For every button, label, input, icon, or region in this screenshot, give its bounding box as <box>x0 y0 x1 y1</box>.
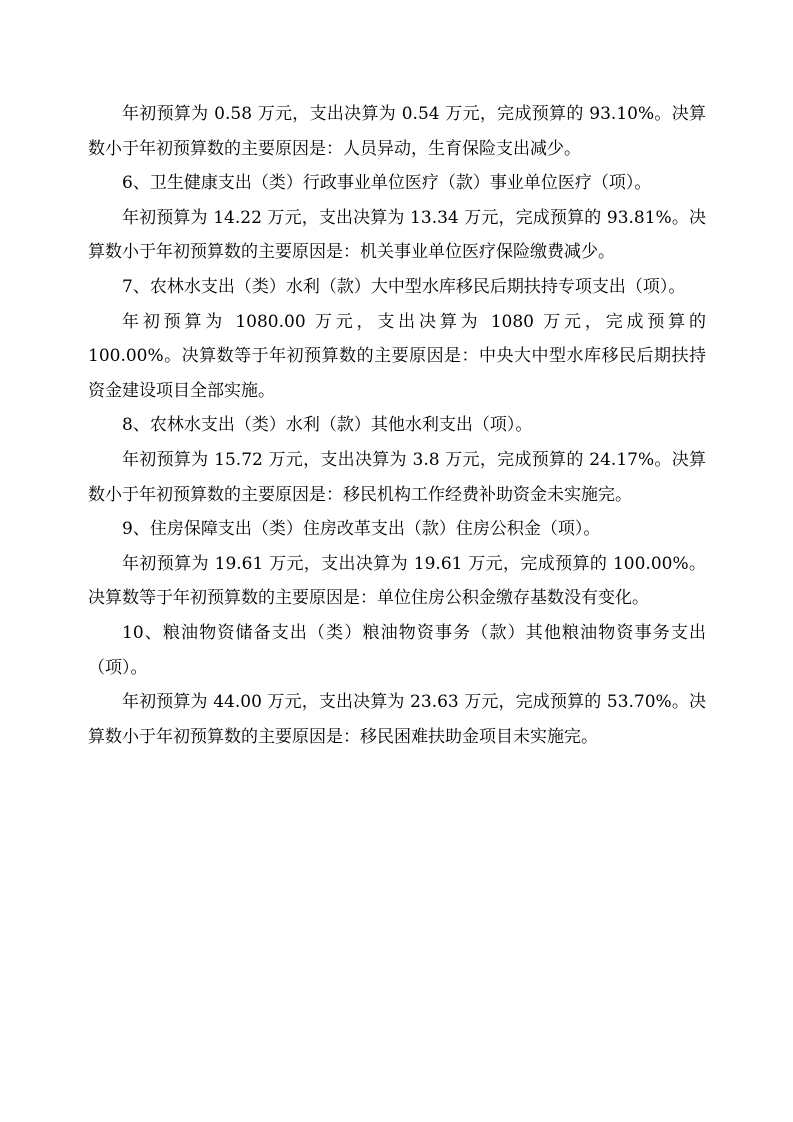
budget-detail-paragraph: 年初预算为 44.00 万元，支出决算为 23.63 万元，完成预算的 53.70%。决算数小于年初预算数的主要原因是：移民困难扶助金项目未实施完。 <box>88 692 706 747</box>
item-heading-10: 10、粮油物资储备支出（类）粮油物资事务（款）其他粮油物资事务支出（项）。 <box>88 622 706 678</box>
item-heading-8: 8、农林水支出（类）水利（款）其他水利支出（项）。 <box>122 415 533 436</box>
budget-detail-paragraph: 年初预算为 19.61 万元，支出决算为 19.61 万元，完成预算的 100.00%。决算数等于年初预算数的主要原因是：单位住房公积金缴存基数没有变化。 <box>88 553 706 609</box>
budget-detail-paragraph: 年初预算为 15.72 万元，支出决算为 3.8 万元，完成预算的 24.17%。决算数小于年初预算数的主要原因是：移民机构工作经费补助资金未实施完。 <box>88 449 706 505</box>
budget-detail-paragraph: 年初预算为 14.22 万元，支出决算为 13.34 万元，完成预算的 93.81%。决算数小于年初预算数的主要原因是：机关事业单位医疗保险缴费减少。 <box>88 207 706 263</box>
budget-detail-paragraph: 年初预算为 0.58 万元，支出决算为 0.54 万元，完成预算的 93.10%。决算数小于年初预算数的主要原因是：人员异动，生育保险支出减少。 <box>88 104 706 159</box>
item-heading-6: 6、卫生健康支出（类）行政事业单位医疗（款）事业单位医疗（项）。 <box>122 173 652 194</box>
item-heading-7: 7、农林水支出（类）水利（款）大中型水库移民后期扶持专项支出（项）。 <box>122 276 686 297</box>
budget-detail-paragraph: 年初预算为 1080.00 万元，支出决算为 1080 万元，完成预算的 100.00%。决算数等于年初预算数的主要原因是：中央大中型水库移民后期扶持资金建设项目全部实施。 <box>88 311 706 401</box>
item-heading-9: 9、住房保障支出（类）住房改革支出（款）住房公积金（项）。 <box>122 519 601 540</box>
